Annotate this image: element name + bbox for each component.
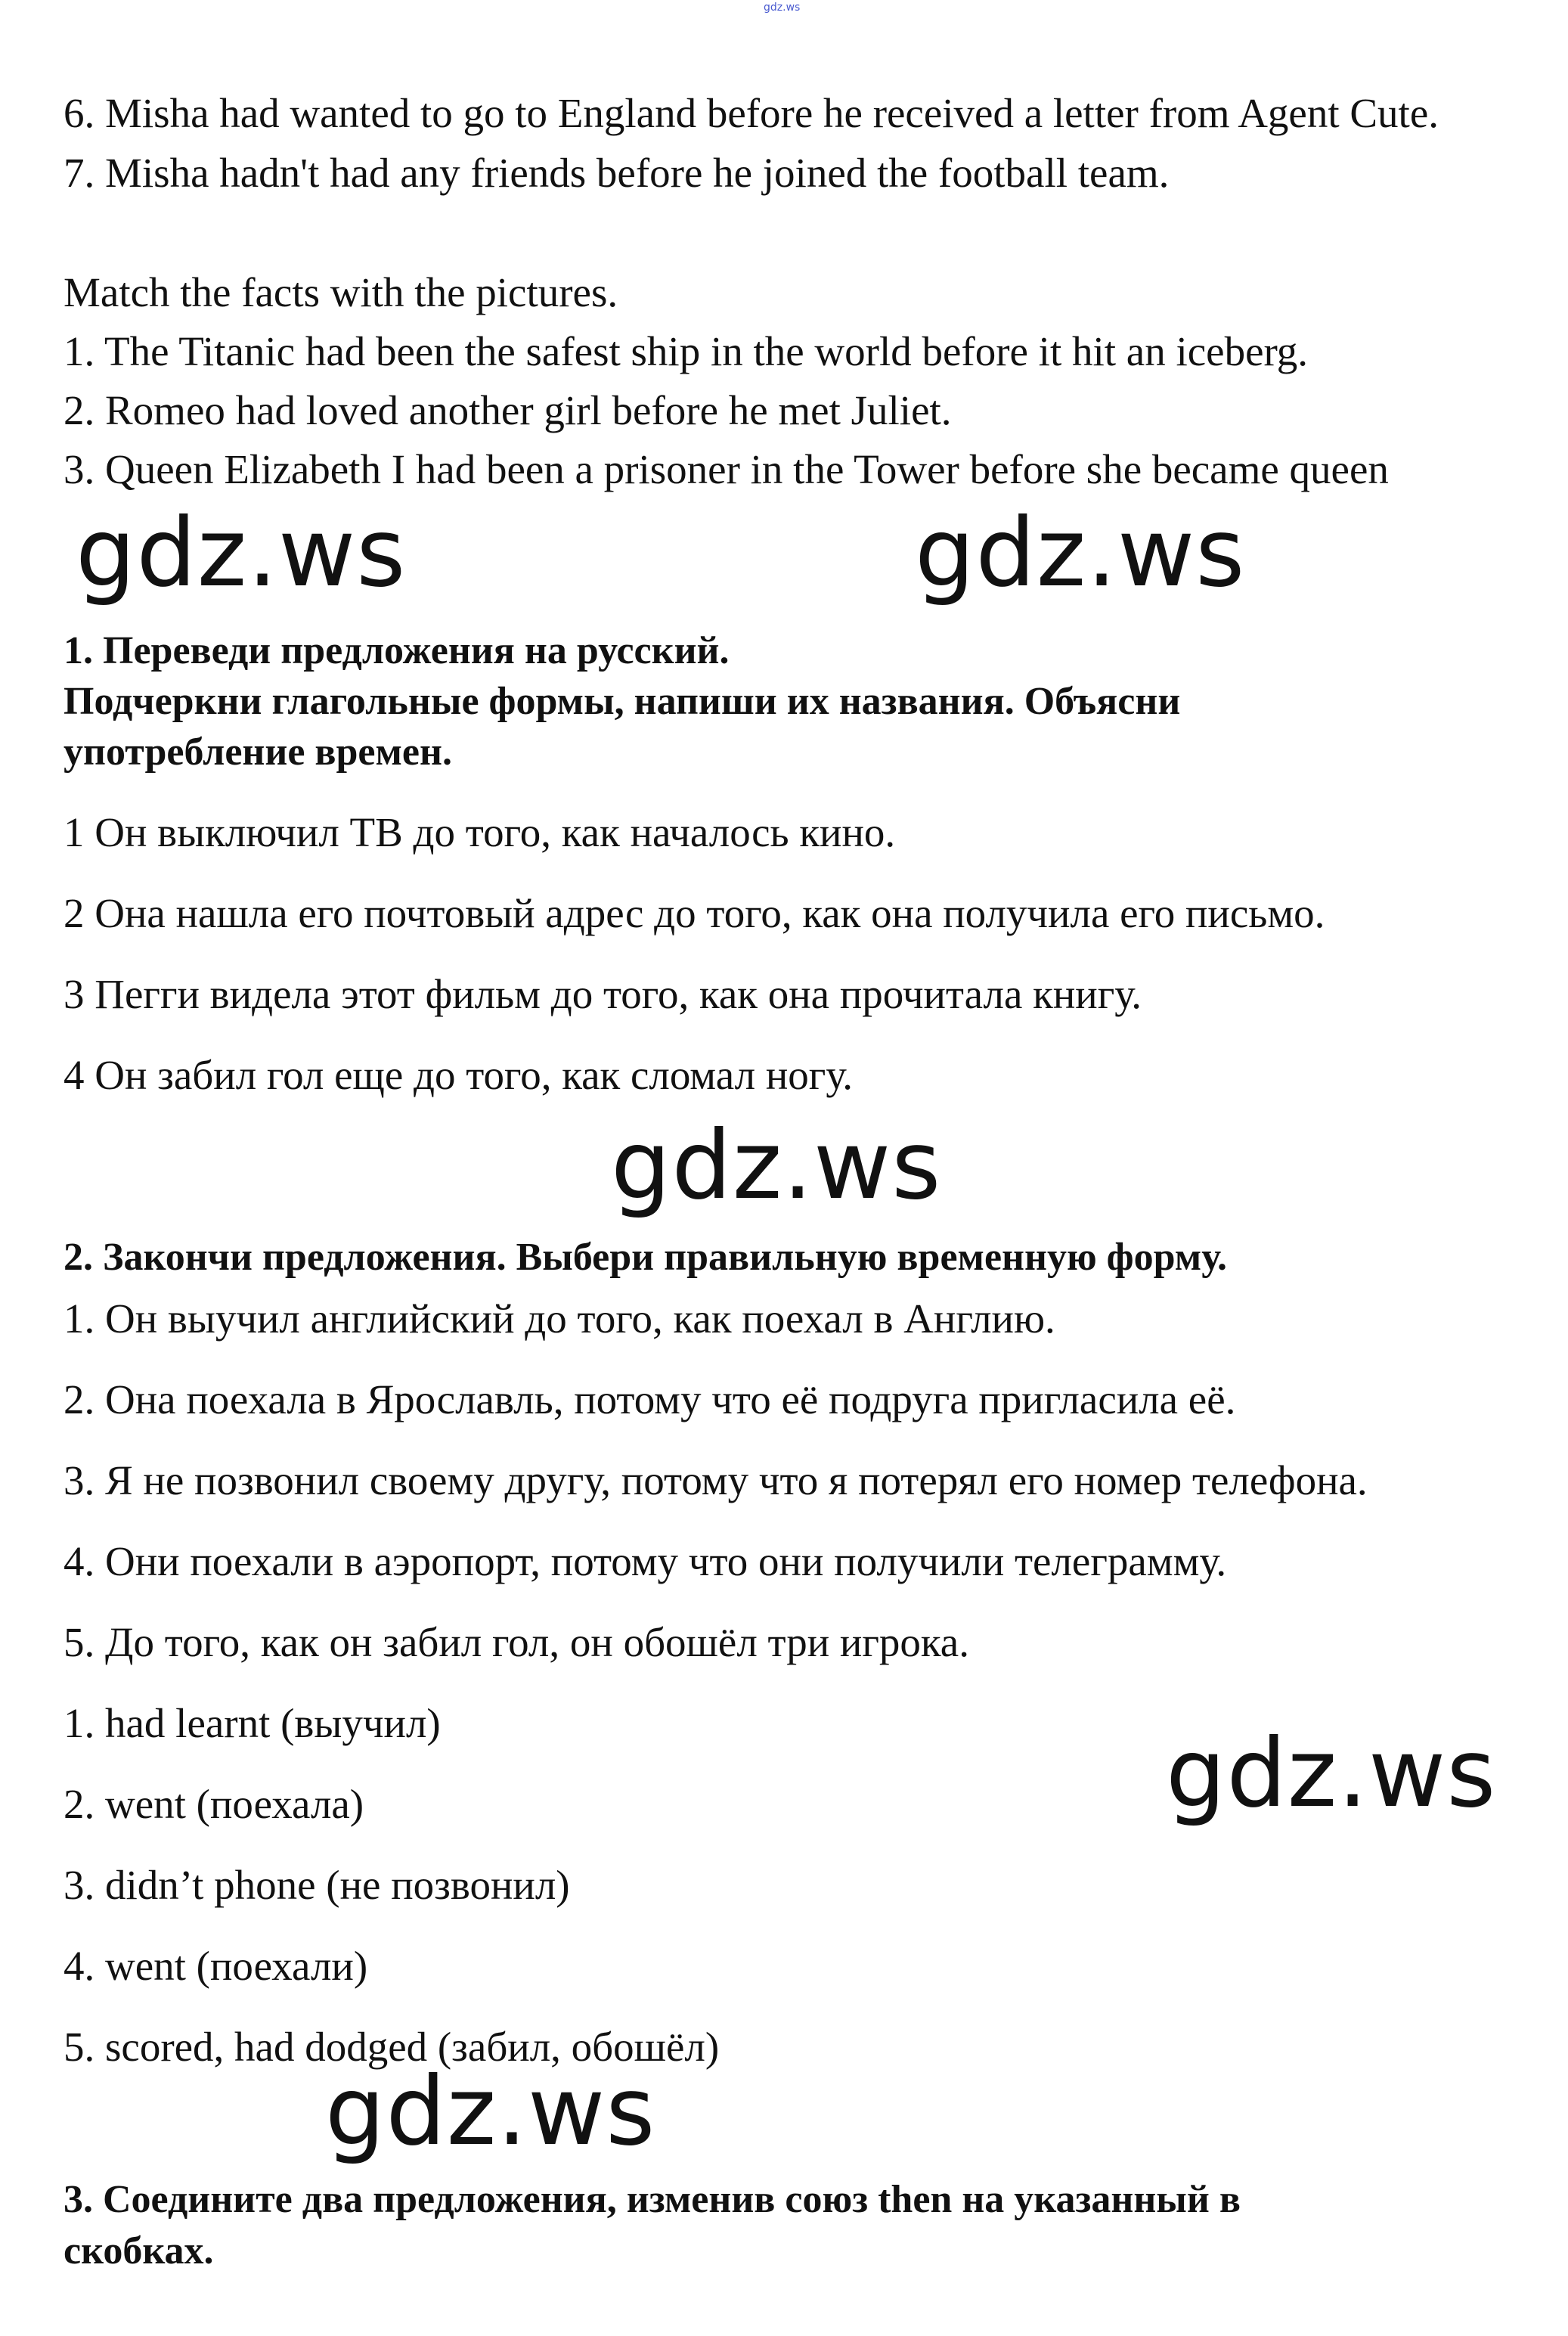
task1-title-line1: 1. Переведи предложения на русский. [64,629,730,672]
sentence-7: 7. Misha hadn't had any friends before he joined the football team. [64,150,1170,196]
task2-answer-3: 3. didn’t phone (не позвонил) [64,1862,570,1908]
task2-answer-1: 1. had learnt (выучил) [64,1700,441,1746]
task1-item-3: 3 Пегги видела этот фильм до того, как она прочитала книгу. [64,971,1142,1017]
task1-item-2: 2 Она нашла его почтовый адрес до того, как она получила его письмо. [64,890,1325,936]
watermark-2: gdz.ws [915,498,1246,608]
watermark-5: gdz.ws [325,2057,656,2167]
task2-item-4: 4. Они поехали в аэропорт, потому что они получили телеграмму. [64,1538,1227,1584]
task2-item-5: 5. До того, как он забил гол, он обошёл три игрока. [64,1619,969,1665]
sentence-6: 6. Misha had wanted to go to England before he received a letter from Agent Cute. [64,90,1439,136]
task1-title-line3: употребление времен. [64,731,452,774]
task2-answer-2: 2. went (поехала) [64,1781,364,1827]
task2-item-2: 2. Она поехала в Ярославль, потому что её подруга пригласила её. [64,1376,1236,1422]
header-watermark: gdz.ws [764,2,801,14]
task1-item-4: 4 Он забил гол еще до того, как сломал ногу. [64,1052,854,1098]
task3-title-line1: 3. Соедините два предложения, изменив союз then на указанный в [64,2178,1241,2221]
watermark-4: gdz.ws [1166,1719,1497,1829]
match-item-3: 3. Queen Elizabeth I had been a prisoner in the Tower before she became queen [64,446,1389,492]
match-title: Match the facts with the pictures. [64,269,618,315]
task2-answer-5: 5. scored, had dodged (забил, обошёл) [64,2024,720,2070]
match-item-1: 1. The Titanic had been the safest ship in the world before it hit an iceberg. [64,328,1309,374]
task2-answer-4: 4. went (поехали) [64,1943,368,1989]
watermark-3: gdz.ws [611,1111,942,1221]
watermark-1: gdz.ws [76,498,407,608]
task2-title: 2. Закончи предложения. Выбери правильную временную форму. [64,1236,1228,1279]
task2-item-3: 3. Я не позвонил своему другу, потому что я потерял его номер телефона. [64,1457,1368,1503]
task3-title-line2: скобках. [64,2229,214,2272]
task1-title-line2: Подчеркни глагольные формы, напиши их названия. Объясни [64,680,1181,723]
task2-item-1: 1. Он выучил английский до того, как поехал в Англию. [64,1295,1055,1342]
match-item-2: 2. Romeo had loved another girl before he met Juliet. [64,387,952,433]
task1-item-1: 1 Он выключил ТВ до того, как началось кино. [64,809,896,855]
